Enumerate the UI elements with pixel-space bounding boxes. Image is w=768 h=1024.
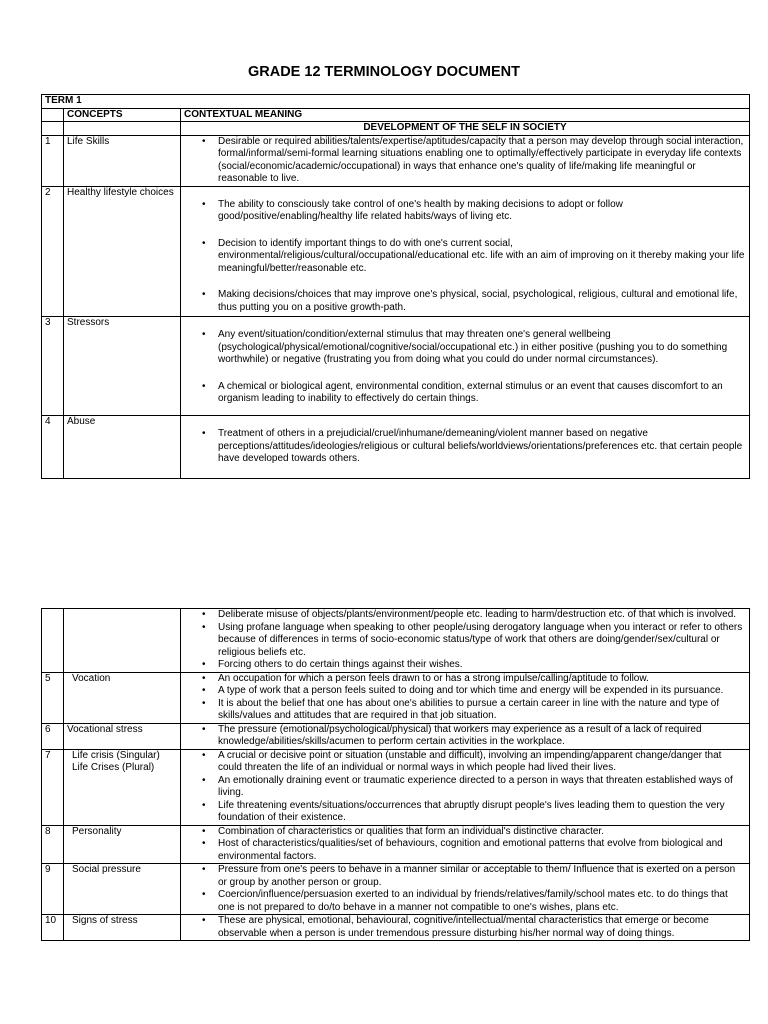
term-label: TERM 1 [42, 95, 750, 109]
meaning-point: • The pressure (emotional/psychological/physical) that workers may experience as a result of a lack of required knowledge/abilities/skills/acumen to perform certain activities in the workplace. [184, 724, 746, 749]
meaning-point: • A chemical or biological agent, environmental condition, external stimulus or an event that causes discomfort to an organism leading to inability to effectively do certain things. [184, 381, 746, 406]
meaning-point: • Decision to identify important things to do with one's current social, environmental/religious/cultural/occupational/educational etc. life with an aim of improving on it thereby making your life meaningful/better/reasonable etc. [184, 238, 746, 276]
meaning-point: • Making decisions/choices that may improve one's physical, social, psychological, religious, cultural and emotional life, thus putting you on a positive growth-path. [184, 289, 746, 314]
row-meaning [181, 864, 750, 915]
meaning-point: • The ability to consciously take control of one's health by making decisions to adopt or follow good/positive/enabling/healthy life related habits/ways of living etc. [184, 199, 746, 224]
meaning-point: • Any event/situation/condition/external stimulus that may threaten one's general wellbeing (psychological/physical/emotional/cognitive/social/occupational etc.) in either positive (pushing you to do something worthwhile) or negative (frustrating you from doing what you could do under normal circumstances). [184, 329, 746, 367]
table-row [42, 672, 750, 723]
header-concepts: CONCEPTS [64, 108, 181, 122]
section-concept-cell [64, 122, 181, 136]
row-meaning [181, 672, 750, 723]
row-meaning [181, 416, 750, 479]
row-meaning [181, 317, 750, 416]
term-1-table [41, 94, 750, 479]
row-number: 3 [42, 317, 64, 416]
meaning-point: • Using profane language when speaking to other people/using derogatory language when you interact or refer to others because of differences in terms of socio-economic status/type of work that others are doing/gender/sex/cultural or religious beliefs etc. [184, 622, 746, 660]
row-concept: Abuse [64, 416, 181, 479]
row-number: 10 [42, 915, 64, 941]
row-number: 6 [42, 723, 64, 749]
concept-plural: Life Crises (Plural) [72, 762, 155, 773]
meaning-point: • These are physical, emotional, behavioural, cognitive/intellectual/mental characteristics that emerge or become observable when a person is under tremendous pressure disturbing his/her normal way of doing things. [184, 915, 746, 940]
row-concept: Life Skills [64, 135, 181, 186]
row-number: 9 [42, 864, 64, 915]
meaning-point: • Forcing others to do certain things against their wishes. [184, 659, 746, 672]
row-meaning [181, 723, 750, 749]
section-row [42, 122, 750, 136]
row-number: 4 [42, 416, 64, 479]
table-row [42, 749, 750, 825]
section-heading: DEVELOPMENT OF THE SELF IN SOCIETY [181, 122, 750, 136]
row-number: 2 [42, 186, 64, 317]
table-row [42, 186, 750, 317]
meaning-point: • Desirable or required abilities/talents/expertise/aptitudes/capacity that a person may develop through social interaction, formal/informal/semi-formal learning situations enabling one to optimally/effectively participate in everyday life contexts (social/economic/academic/occupational) in ways that enhance one's quality of life/making life meaningful or reasonable to live. [184, 136, 746, 186]
table-row [42, 609, 750, 673]
document-title: GRADE 12 TERMINOLOGY DOCUMENT [247, 64, 521, 80]
row-concept: Social pressure [64, 864, 181, 915]
table-row [42, 416, 750, 479]
header-num [42, 108, 64, 122]
header-row [42, 108, 750, 122]
row-concept: Signs of stress [64, 915, 181, 941]
meaning-point: • Deliberate misuse of objects/plants/environment/people etc. leading to harm/destruction etc. of that which is involved. [184, 609, 746, 622]
continuation-table [41, 608, 750, 941]
row-number: 5 [42, 672, 64, 723]
row-concept: Stressors [64, 317, 181, 416]
row-meaning [181, 915, 750, 941]
row-concept [64, 749, 181, 825]
meaning-point: • Treatment of others in a prejudicial/cruel/inhumane/demeaning/violent manner based on negative perceptions/attitudes/ideologies/religious or cultural beliefs/worldviews/orientations/preferences etc. that certain people have developed towards others. [184, 428, 746, 466]
meaning-point: • A type of work that a person feels suited to doing and tor which time and energy will be expended in its pursuance. [184, 685, 746, 698]
table-row [42, 864, 750, 915]
row-meaning [181, 825, 750, 864]
row-concept: Healthy lifestyle choices [64, 186, 181, 317]
section-num-cell [42, 122, 64, 136]
meaning-point: • It is about the belief that one has about one's abilities to pursue a certain career in line with the nature and type of skills/values and attitudes that are required in that job situation. [184, 698, 746, 723]
row-meaning [181, 186, 750, 317]
header-meaning: CONTEXTUAL MEANING [181, 108, 750, 122]
table-row [42, 825, 750, 864]
row-number: 1 [42, 135, 64, 186]
table-row [42, 135, 750, 186]
row-number: 7 [42, 749, 64, 825]
concept-singular: Life crisis (Singular) [72, 749, 160, 761]
meaning-point: • A crucial or decisive point or situation (unstable and difficult), involving an impending/apparent change/danger that could threaten the life of an individual or normal ways in which people had lived their lives. [184, 750, 746, 775]
meaning-point: • Coercion/influence/persuasion exerted to an individual by friends/relatives/family/school mates etc. to do things that one is not prepared to do/to behave in a manner not compatible to one's wishes, plans etc. [184, 889, 746, 914]
row-concept: Vocational stress [64, 723, 181, 749]
row-concept [64, 609, 181, 673]
row-meaning [181, 135, 750, 186]
row-meaning [181, 749, 750, 825]
row-number [42, 609, 64, 673]
meaning-point: • Host of characteristics/qualities/set of behaviours, cognition and emotional patterns that evolve from biological and environmental factors. [184, 838, 746, 863]
table-row [42, 723, 750, 749]
table-row [42, 317, 750, 416]
row-concept: Personality [64, 825, 181, 864]
meaning-point: • An occupation for which a person feels drawn to or has a strong impulse/calling/aptitude to follow. [184, 673, 746, 686]
meaning-point: • Combination of characteristics or qualities that form an individual's distinctive character. [184, 826, 746, 839]
meaning-point: • Pressure from one's peers to behave in a manner similar or acceptable to them/ Influence that is exerted on a person or group by another person or group. [184, 864, 746, 889]
meaning-point: • Life threatening events/situations/occurrences that abruptly disrupt people's lives leading them to question the very foundation of their existence. [184, 800, 746, 825]
table-row [42, 915, 750, 941]
row-meaning [181, 609, 750, 673]
row-concept: Vocation [64, 672, 181, 723]
meaning-point: • An emotionally draining event or traumatic experience directed to a person in ways that threaten established ways of living. [184, 775, 746, 800]
term-row [42, 95, 750, 109]
row-number: 8 [42, 825, 64, 864]
